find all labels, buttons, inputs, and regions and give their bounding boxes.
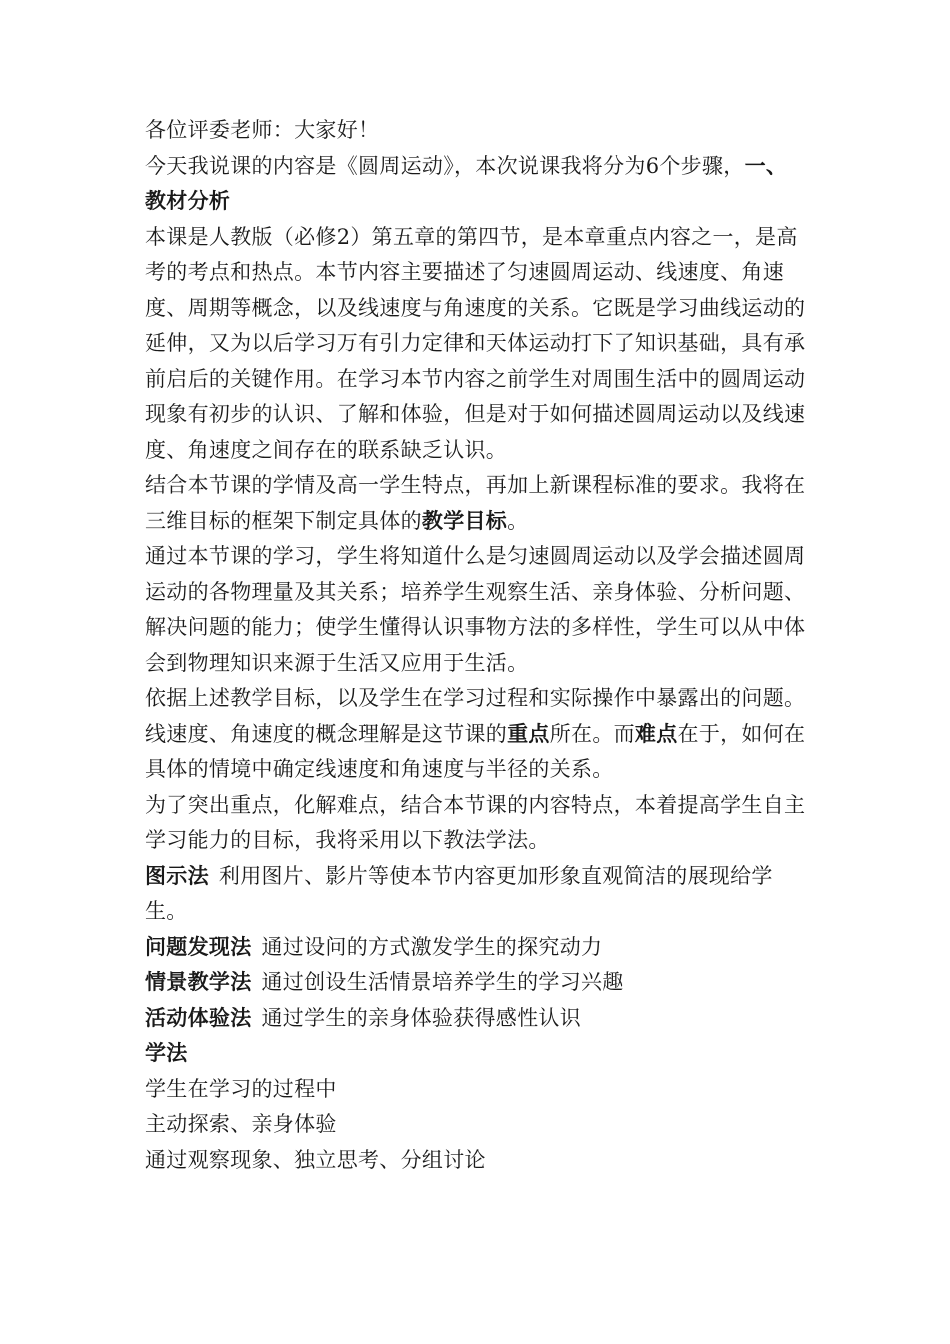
key-point-bold: 重点 [507, 721, 550, 746]
study-line: 通过观察现象、独立思考、分组讨论 [145, 1147, 486, 1172]
section-title-study-method: 学法 [145, 1041, 188, 1065]
teaching-goal-paragraph [145, 468, 810, 539]
intro-step-one: 一、 [744, 153, 788, 178]
key-mid-text: 所在。而 [549, 721, 635, 746]
teaching-goal-tail: 。 [507, 508, 529, 533]
method-intro-paragraph: 为了突出重点，化解难点，结合本节课的内容特点，本着提高学生自主学习能力的目标，我将采用以下教法学法。 [145, 792, 806, 852]
method-item-activity [145, 1001, 810, 1037]
textbook-analysis-paragraph: 本课是人教版（必修2）第五章的第四节，是本章重点内容之一，是高考的考点和热点。本节内容主要描述了匀速圆周运动、线速度、角速度、周期等概念，以及线速度与角速度的关系。它既是学习曲线运动的延伸，又为以后学习万有引力定律和天体运动打下了知识基础，具有承前启后的关键作用。在学习本节内容之前学生对周围生活中的圆周运动现象有初步的认识、了解和体验，但是对于如何描述圆周运动以及线速度、角速度之间存在的联系缺乏认识。 [145, 224, 806, 462]
section-title-textbook-analysis: 教材分析 [145, 189, 231, 213]
method-name: 图示法 [145, 863, 209, 888]
intro-paragraph [145, 149, 810, 185]
method-desc: 通过设问的方式激发学生的探究动力 [261, 934, 603, 959]
difficulty-bold: 难点 [634, 721, 678, 746]
greeting-line: 各位评委老师：大家好！ [145, 118, 380, 142]
teaching-goal-text: 结合本节课的学情及高一学生特点，再加上新课程标准的要求。我将在三维目标的框架下制定具体的 [145, 473, 806, 533]
method-item-diagram [145, 859, 810, 930]
study-line: 主动探索、亲身体验 [145, 1112, 337, 1136]
method-name: 活动体验法 [145, 1005, 252, 1030]
key-post-text: 在于，如何在具体的情境中确定线速度和角速度与半径的关系。 [145, 721, 806, 781]
issue-paragraph: 依据上述教学目标，以及学生在学习过程和实际操作中暴露出的问题。 [145, 686, 806, 710]
method-desc: 通过学生的亲身体验获得感性认识 [261, 1005, 581, 1030]
method-name: 问题发现法 [145, 934, 252, 959]
teaching-goal-detail-paragraph: 通过本节课的学习，学生将知道什么是匀速圆周运动以及学会描述圆周运动的各物理量及其关系；培养学生观察生活、亲身体验、分析问题、解决问题的能力；使学生懂得认识事物方法的多样性，学生可以从中体会到物理知识来源于生活又应用于生活。 [145, 544, 806, 675]
document-body [145, 113, 810, 1178]
study-line: 学生在学习的过程中 [145, 1076, 337, 1101]
method-item-problem-discovery [145, 930, 810, 966]
key-difficulty-paragraph [145, 717, 810, 788]
method-name: 情景教学法 [145, 970, 252, 994]
method-desc: 通过创设生活情景培养学生的学习兴趣 [261, 970, 624, 994]
key-pre-text: 线速度、角速度的概念理解是这节课的 [145, 721, 508, 746]
intro-text: 今天我说课的内容是《圆周运动》，本次说课我将分为6个步骤， [145, 153, 745, 178]
method-desc: 利用图片、影片等使本节内容更加形象直观简洁的展现给学生。 [145, 863, 773, 923]
method-item-situational [145, 965, 810, 1001]
teaching-goal-bold: 教学目标 [421, 508, 508, 533]
